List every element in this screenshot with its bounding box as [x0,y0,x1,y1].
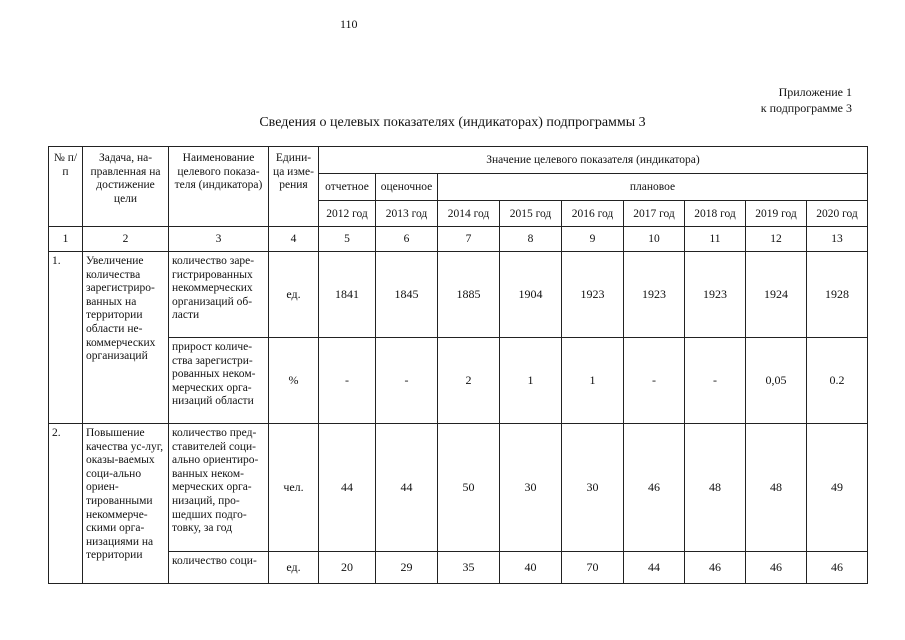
value-2013: 1845 [376,252,438,338]
value-2020: 49 [807,424,868,552]
value-2018: 46 [685,552,746,584]
appendix-label [761,84,852,116]
col-number: 3 [169,227,269,252]
value-2012: - [319,338,376,424]
indicator-unit: ед. [269,552,319,584]
header-planned: плановое [438,174,868,201]
page-number: 110 [340,17,358,31]
value-2015: 1904 [500,252,562,338]
value-2014: 35 [438,552,500,584]
value-2014: 50 [438,424,500,552]
header-reporting: отчетное [319,174,376,201]
value-2019: 0,05 [746,338,807,424]
col-number: 6 [376,227,438,252]
col-number: 1 [49,227,83,252]
value-2019: 1924 [746,252,807,338]
col-number: 10 [624,227,685,252]
value-2019: 48 [746,424,807,552]
value-2015: 30 [500,424,562,552]
year-2013: 2013 год [376,201,438,227]
indicator-name: количество заре-гистрированных некоммерческих организаций об-ласти [169,252,269,338]
header-task: Задача, на-правленная на достижение цели [83,147,169,227]
col-number: 12 [746,227,807,252]
value-2016: 30 [562,424,624,552]
value-2017: 46 [624,424,685,552]
year-2018: 2018 год [685,201,746,227]
year-2020: 2020 год [807,201,868,227]
indicators-table [48,146,868,584]
col-number: 13 [807,227,868,252]
row-num: 1. [49,252,83,424]
year-2012: 2012 год [319,201,376,227]
row-task: Повышение качества ус-луг, оказы-ваемых соци-ально ориен-тированными некоммерче-скими орга-низациями на территории [83,424,169,584]
header-estimated: оценочное [376,174,438,201]
value-2015: 1 [500,338,562,424]
year-2014: 2014 год [438,201,500,227]
value-2014: 1885 [438,252,500,338]
value-2016: 1 [562,338,624,424]
value-2017: - [624,338,685,424]
col-number: 5 [319,227,376,252]
indicator-unit: чел. [269,424,319,552]
row-task: Увеличение количества зарегистриро-ванных на территории области не-коммерческих организаций [83,252,169,424]
indicator-unit: ед. [269,252,319,338]
value-2013: 29 [376,552,438,584]
indicator-name: количество соци- [169,552,269,584]
value-2014: 2 [438,338,500,424]
col-number: 7 [438,227,500,252]
col-number: 11 [685,227,746,252]
col-number: 8 [500,227,562,252]
row-num: 2. [49,424,83,584]
value-2018: - [685,338,746,424]
value-2020: 0.2 [807,338,868,424]
appendix-line-2: к подпрограмме 3 [760,101,852,115]
value-2013: 44 [376,424,438,552]
year-2016: 2016 год [562,201,624,227]
year-2019: 2019 год [746,201,807,227]
appendix-line-1: Приложение 1 [778,85,852,99]
table-row [49,252,868,338]
value-2013: - [376,338,438,424]
table-row [49,552,868,584]
value-2015: 40 [500,552,562,584]
value-2020: 1928 [807,252,868,338]
value-2018: 48 [685,424,746,552]
header-num: № п/п [49,147,83,227]
table-row [49,338,868,424]
value-2012: 20 [319,552,376,584]
value-2012: 44 [319,424,376,552]
value-2018: 1923 [685,252,746,338]
document-title: Сведения о целевых показателях (индикаторах) подпрограммы 3 [259,115,646,130]
indicator-name: прирост количе-ства зарегистри-рованных неком-мерческих орга-низаций области [169,338,269,424]
header-value: Значение целевого показателя (индикатора) [319,147,868,174]
value-2017: 44 [624,552,685,584]
value-2016: 70 [562,552,624,584]
col-number: 9 [562,227,624,252]
year-2015: 2015 год [500,201,562,227]
year-2017: 2017 год [624,201,685,227]
value-2017: 1923 [624,252,685,338]
value-2012: 1841 [319,252,376,338]
col-number: 2 [83,227,169,252]
col-number: 4 [269,227,319,252]
value-2020: 46 [807,552,868,584]
header-unit: Едини-ца изме-рения [269,147,319,227]
table-row [49,424,868,552]
value-2016: 1923 [562,252,624,338]
indicator-unit: % [269,338,319,424]
value-2019: 46 [746,552,807,584]
indicator-name: количество пред-ставителей соци-ально ориентиро-ванных неком-мерческих орга-низаций, про-шедших подго-товку, за год [169,424,269,552]
header-indicator-name: Наименование целевого показа-теля (индикатора) [169,147,269,227]
